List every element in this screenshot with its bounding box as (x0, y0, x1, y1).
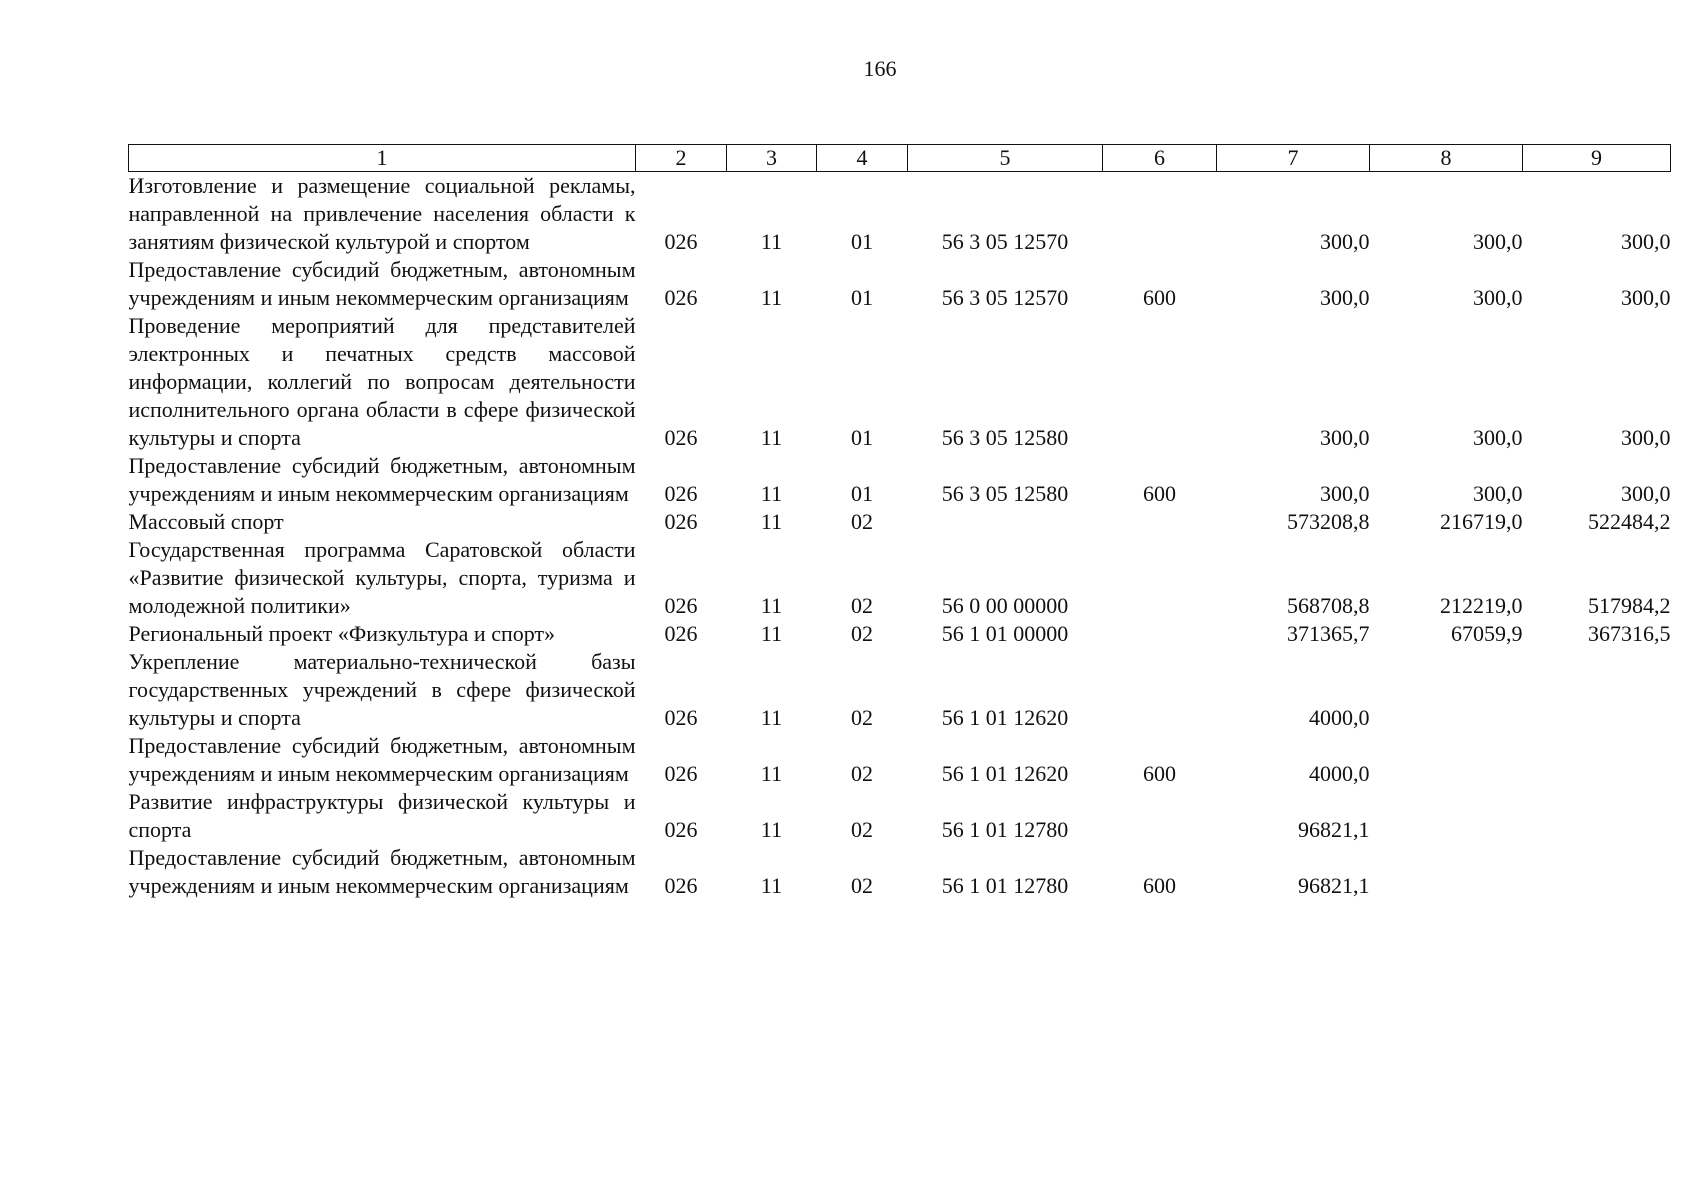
cell-expense-type (1103, 312, 1217, 452)
cell-amount-year3: 367316,5 (1588, 621, 1671, 646)
cell-section: 11 (760, 873, 783, 898)
cell-target-article: 56 3 05 12570 (941, 285, 1069, 310)
budget-table (128, 144, 1671, 900)
cell-subsection: 01 (851, 481, 873, 506)
table-row (129, 312, 1671, 452)
cell-expense-type (1103, 620, 1217, 648)
cell-amount-year3 (1523, 788, 1671, 844)
row-name: Региональный проект «Физкультура и спорт» (128, 621, 556, 646)
cell-amount-year2 (1370, 732, 1523, 788)
row-name: Государственная программа Саратовской области «Развитие физической культуры, спорта, туризма и молодежной политики» (128, 537, 636, 618)
cell-amount-year3: 300,0 (1621, 285, 1671, 310)
cell-expense-type: 600 (1143, 873, 1176, 898)
table-row (129, 452, 1671, 508)
cell-section: 11 (760, 229, 783, 254)
cell-target-article: 56 0 00 00000 (941, 593, 1069, 618)
column-header: 3 (727, 145, 817, 172)
cell-amount-year2 (1370, 844, 1523, 900)
row-name: Проведение мероприятий для представителей электронных и печатных средств массовой информации, коллегий по вопросам деятельности исполнительного органа области в сфере физической культуры и спорта (128, 313, 636, 450)
row-name: Укрепление материально-технической базы государственных учреждений в сфере физической культуры и спорта (128, 649, 636, 730)
cell-subsection: 01 (851, 229, 873, 254)
cell-subsection: 02 (851, 761, 873, 786)
cell-section: 11 (760, 425, 783, 450)
cell-expense-type: 600 (1143, 285, 1176, 310)
table-row (129, 732, 1671, 788)
cell-ministry-code: 026 (664, 509, 698, 534)
cell-amount-year1: 573208,8 (1287, 509, 1370, 534)
cell-ministry-code: 026 (664, 425, 698, 450)
cell-target-article: 56 1 01 12620 (941, 705, 1069, 730)
header-row (129, 145, 1671, 172)
column-header: 9 (1523, 145, 1671, 172)
table-row (129, 620, 1671, 648)
cell-amount-year1: 96821,1 (1298, 873, 1370, 898)
cell-section: 11 (760, 621, 783, 646)
cell-amount-year1: 4000,0 (1309, 705, 1370, 730)
table-row (129, 508, 1671, 536)
column-header: 2 (636, 145, 727, 172)
cell-amount-year3 (1523, 648, 1671, 732)
cell-amount-year2: 300,0 (1473, 481, 1523, 506)
cell-section: 11 (760, 761, 783, 786)
cell-expense-type (1103, 172, 1217, 257)
table-row (129, 648, 1671, 732)
cell-expense-type (1103, 648, 1217, 732)
cell-expense-type: 600 (1143, 481, 1176, 506)
table-row (129, 536, 1671, 620)
cell-target-article: 56 1 01 00000 (941, 621, 1069, 646)
cell-amount-year3: 300,0 (1621, 229, 1671, 254)
cell-subsection: 01 (851, 425, 873, 450)
cell-expense-type: 600 (1143, 761, 1176, 786)
cell-amount-year3: 522484,2 (1588, 509, 1671, 534)
row-name: Предоставление субсидий бюджетным, автономным учреждениям и иным некоммерческим организациям (128, 845, 636, 898)
cell-ministry-code: 026 (664, 817, 698, 842)
table-row (129, 788, 1671, 844)
cell-ministry-code: 026 (664, 705, 698, 730)
cell-amount-year1: 300,0 (1320, 425, 1370, 450)
cell-amount-year1: 568708,8 (1287, 593, 1370, 618)
cell-section: 11 (760, 509, 783, 534)
cell-subsection: 02 (851, 873, 873, 898)
cell-ministry-code: 026 (664, 761, 698, 786)
cell-amount-year2 (1370, 648, 1523, 732)
cell-amount-year2: 67059,9 (1451, 621, 1523, 646)
row-name: Предоставление субсидий бюджетным, автономным учреждениям и иным некоммерческим организациям (128, 733, 636, 786)
cell-subsection: 02 (851, 705, 873, 730)
cell-target-article: 56 1 01 12620 (941, 761, 1069, 786)
cell-amount-year3 (1523, 844, 1671, 900)
cell-target-article: 56 1 01 12780 (941, 817, 1069, 842)
cell-expense-type (1103, 788, 1217, 844)
cell-amount-year2: 212219,0 (1440, 593, 1523, 618)
cell-section: 11 (760, 481, 783, 506)
cell-amount-year2 (1370, 788, 1523, 844)
cell-ministry-code: 026 (664, 481, 698, 506)
cell-expense-type (1103, 508, 1217, 536)
cell-amount-year2: 216719,0 (1440, 509, 1523, 534)
column-header: 4 (817, 145, 908, 172)
cell-target-article: 56 3 05 12570 (941, 229, 1069, 254)
cell-amount-year3: 517984,2 (1588, 593, 1671, 618)
row-name: Предоставление субсидий бюджетным, автономным учреждениям и иным некоммерческим организациям (128, 453, 636, 506)
cell-amount-year1: 300,0 (1320, 481, 1370, 506)
table-row (129, 172, 1671, 257)
column-header: 6 (1103, 145, 1217, 172)
cell-amount-year3: 300,0 (1621, 481, 1671, 506)
cell-section: 11 (760, 285, 783, 310)
column-header: 5 (908, 145, 1103, 172)
cell-amount-year1: 300,0 (1320, 285, 1370, 310)
row-name: Предоставление субсидий бюджетным, автономным учреждениям и иным некоммерческим организациям (128, 257, 636, 310)
cell-amount-year2: 300,0 (1473, 229, 1523, 254)
cell-ministry-code: 026 (664, 285, 698, 310)
cell-section: 11 (760, 593, 783, 618)
column-header: 8 (1370, 145, 1523, 172)
cell-amount-year1: 300,0 (1320, 229, 1370, 254)
page-number: 166 (863, 56, 897, 81)
cell-amount-year2: 300,0 (1473, 425, 1523, 450)
cell-target-article: 56 3 05 12580 (941, 425, 1069, 450)
table-body (129, 172, 1671, 901)
table-row (129, 256, 1671, 312)
cell-section: 11 (760, 817, 783, 842)
row-name: Массовый спорт (128, 509, 284, 534)
cell-expense-type (1103, 536, 1217, 620)
cell-amount-year3 (1523, 732, 1671, 788)
cell-subsection: 02 (851, 621, 873, 646)
cell-ministry-code: 026 (664, 621, 698, 646)
row-name: Изготовление и размещение социальной рекламы, направленной на привлечение населения области к занятиям физической культурой и спортом (128, 173, 636, 254)
cell-amount-year3: 300,0 (1621, 425, 1671, 450)
cell-amount-year1: 96821,1 (1298, 817, 1370, 842)
table-row (129, 844, 1671, 900)
cell-amount-year1: 371365,7 (1287, 621, 1370, 646)
cell-ministry-code: 026 (664, 873, 698, 898)
cell-subsection: 02 (851, 509, 873, 534)
column-header: 7 (1217, 145, 1370, 172)
cell-ministry-code: 026 (664, 593, 698, 618)
cell-subsection: 02 (851, 817, 873, 842)
cell-amount-year2: 300,0 (1473, 285, 1523, 310)
column-header: 1 (129, 145, 636, 172)
cell-target-article: 56 3 05 12580 (941, 481, 1069, 506)
cell-ministry-code: 026 (664, 229, 698, 254)
cell-target-article: 56 1 01 12780 (941, 873, 1069, 898)
cell-subsection: 02 (851, 593, 873, 618)
row-name: Развитие инфраструктуры физической культуры и спорта (128, 789, 636, 842)
cell-section: 11 (760, 705, 783, 730)
cell-target-article (908, 508, 1103, 536)
cell-subsection: 01 (851, 285, 873, 310)
cell-amount-year1: 4000,0 (1309, 761, 1370, 786)
